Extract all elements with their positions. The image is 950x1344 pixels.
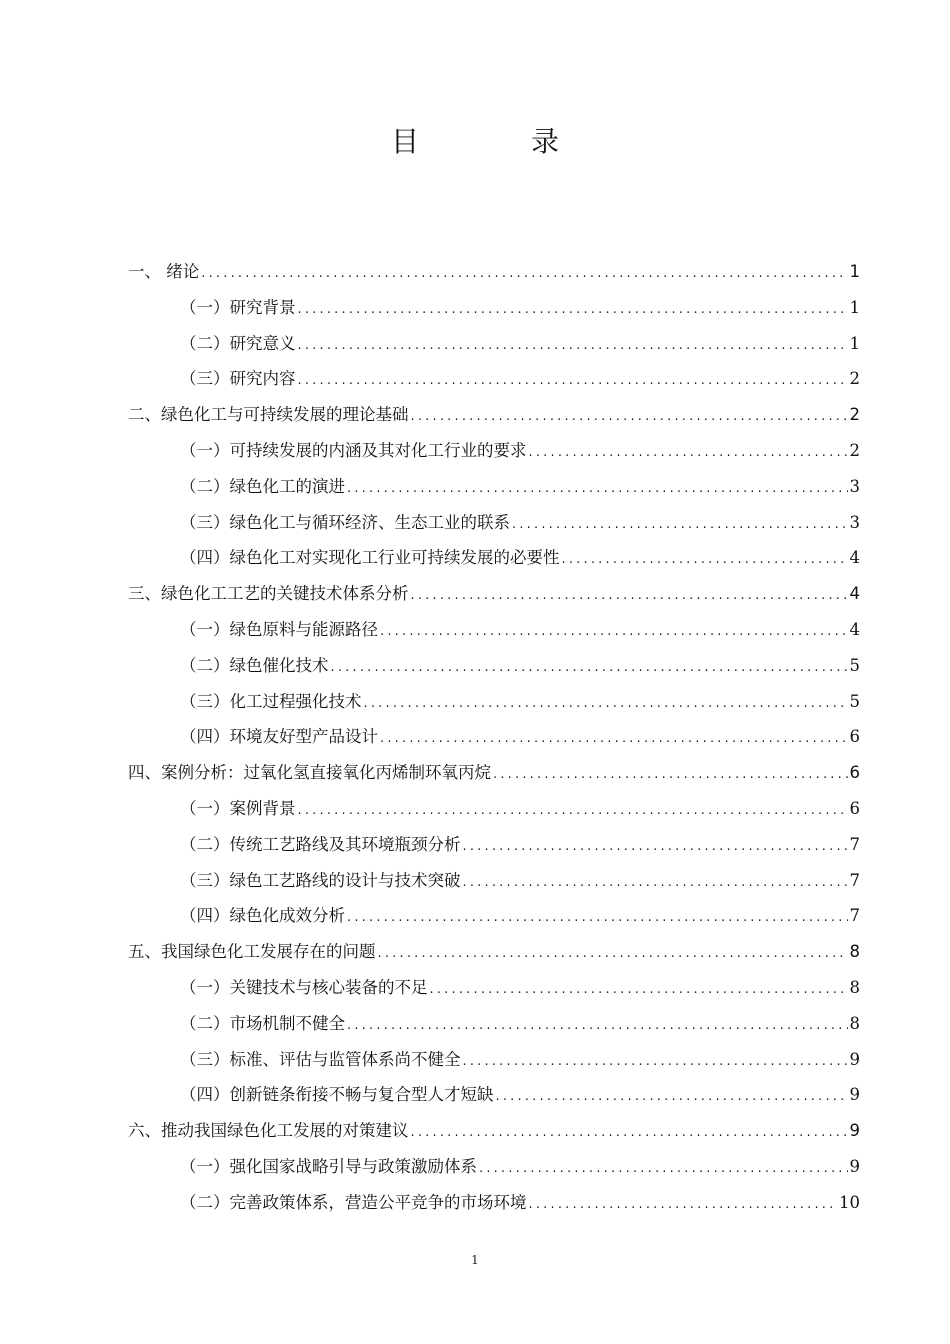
dot-leader xyxy=(347,1008,848,1044)
toc-entry-label: 五、我国绿色化工发展存在的问题 xyxy=(128,942,376,962)
toc-entry-page-number: 7 xyxy=(849,906,860,926)
dot-leader xyxy=(298,363,848,399)
table-of-contents xyxy=(128,254,860,1221)
dot-leader xyxy=(463,1044,848,1080)
toc-entry-page-number: 6 xyxy=(849,798,860,818)
toc-entry-page-number: 1 xyxy=(849,297,860,317)
toc-section-entry[interactable] xyxy=(128,612,860,648)
toc-section-entry[interactable] xyxy=(128,361,860,397)
dot-leader xyxy=(347,471,848,507)
toc-entry-label: （四）创新链条衔接不畅与复合型人才短缺 xyxy=(180,1085,494,1105)
dot-leader xyxy=(411,1115,848,1151)
dot-leader xyxy=(331,650,848,686)
toc-entry-page-number: 2 xyxy=(849,440,860,460)
toc-entry-page-number: 4 xyxy=(849,619,860,639)
toc-section-entry[interactable] xyxy=(128,970,860,1006)
dot-leader xyxy=(479,1151,848,1187)
dot-leader xyxy=(378,936,848,972)
toc-entry-page-number: 9 xyxy=(849,1156,860,1176)
toc-entry-page-number: 8 xyxy=(849,977,860,997)
toc-section-entry[interactable] xyxy=(128,791,860,827)
page-title: 目 录 xyxy=(390,125,601,158)
toc-entry-page-number: 9 xyxy=(849,1121,860,1141)
toc-entry-page-number: 2 xyxy=(849,369,860,389)
toc-section-entry[interactable] xyxy=(128,1042,860,1078)
toc-entry-label: （三）标准、评估与监管体系尚不健全 xyxy=(180,1049,461,1069)
toc-entry-page-number: 3 xyxy=(849,512,860,532)
dot-leader xyxy=(430,972,848,1008)
toc-entry-page-number: 3 xyxy=(849,476,860,496)
dot-leader xyxy=(380,614,848,650)
toc-entry-page-number: 7 xyxy=(849,870,860,890)
toc-chapter-entry[interactable] xyxy=(128,934,860,970)
toc-section-entry[interactable] xyxy=(128,469,860,505)
toc-section-entry[interactable] xyxy=(128,290,860,326)
toc-section-entry[interactable] xyxy=(128,1077,860,1113)
dot-leader xyxy=(463,829,848,865)
toc-entry-label: （一）绿色原料与能源路径 xyxy=(180,619,378,639)
toc-entry-page-number: 1 xyxy=(849,333,860,353)
dot-leader xyxy=(347,900,848,936)
toc-entry-label: 四、案例分析：过氧化氢直接氧化丙烯制环氧丙烷 xyxy=(128,763,491,783)
dot-leader xyxy=(411,399,848,435)
dot-leader xyxy=(201,256,847,292)
toc-section-entry[interactable] xyxy=(128,648,860,684)
dot-leader xyxy=(493,757,848,793)
toc-chapter-entry[interactable] xyxy=(128,755,860,791)
dot-leader xyxy=(411,578,848,614)
dot-leader xyxy=(364,686,848,722)
toc-entry-page-number: 4 xyxy=(849,548,860,568)
dot-leader xyxy=(562,542,848,578)
toc-entry-page-number: 7 xyxy=(849,834,860,854)
toc-entry-label: （二）研究意义 xyxy=(180,333,296,353)
toc-chapter-entry[interactable] xyxy=(128,1113,860,1149)
toc-section-entry[interactable] xyxy=(128,1185,860,1221)
dot-leader xyxy=(529,1187,838,1223)
toc-section-entry[interactable] xyxy=(128,433,860,469)
toc-section-entry[interactable] xyxy=(128,326,860,362)
toc-chapter-entry[interactable] xyxy=(128,397,860,433)
toc-entry-label: （一）强化国家战略引导与政策激励体系 xyxy=(180,1156,477,1176)
toc-section-entry[interactable] xyxy=(128,505,860,541)
toc-entry-label: （四）环境友好型产品设计 xyxy=(180,727,378,747)
toc-entry-label: （一）可持续发展的内涵及其对化工行业的要求 xyxy=(180,440,527,460)
toc-entry-page-number: 6 xyxy=(849,727,860,747)
toc-section-entry[interactable] xyxy=(128,827,860,863)
toc-entry-page-number: 8 xyxy=(849,942,860,962)
toc-entry-label: （四）绿色化成效分析 xyxy=(180,906,345,926)
toc-entry-label: （三）绿色工艺路线的设计与技术突破 xyxy=(180,870,461,890)
toc-chapter-entry[interactable] xyxy=(128,254,860,290)
toc-entry-label: （二）绿色化工的演进 xyxy=(180,476,345,496)
toc-entry-page-number: 4 xyxy=(849,584,860,604)
toc-section-entry[interactable] xyxy=(128,1149,860,1185)
toc-section-entry[interactable] xyxy=(128,540,860,576)
page-number: 1 xyxy=(471,1253,479,1267)
toc-entry-label: （三）化工过程强化技术 xyxy=(180,691,362,711)
toc-entry-label: （二）传统工艺路线及其环境瓶颈分析 xyxy=(180,834,461,854)
toc-entry-label: （一）研究背景 xyxy=(180,297,296,317)
dot-leader xyxy=(512,507,848,543)
toc-entry-label: （二）绿色催化技术 xyxy=(180,655,329,675)
toc-section-entry[interactable] xyxy=(128,863,860,899)
toc-section-entry[interactable] xyxy=(128,684,860,720)
dot-leader xyxy=(529,435,848,471)
toc-chapter-entry[interactable] xyxy=(128,576,860,612)
toc-entry-page-number: 5 xyxy=(849,691,860,711)
toc-entry-page-number: 8 xyxy=(849,1013,860,1033)
dot-leader xyxy=(380,721,848,757)
toc-entry-label: （三）绿色化工与循环经济、生态工业的联系 xyxy=(180,512,510,532)
toc-entry-page-number: 6 xyxy=(849,763,860,783)
toc-entry-label: （一）案例背景 xyxy=(180,798,296,818)
toc-entry-page-number: 1 xyxy=(849,262,860,281)
toc-entry-label: （三）研究内容 xyxy=(180,369,296,389)
dot-leader xyxy=(298,328,848,364)
toc-entry-label: （二）市场机制不健全 xyxy=(180,1013,345,1033)
toc-entry-label: （二）完善政策体系，营造公平竞争的市场环境 xyxy=(180,1192,527,1212)
toc-entry-label: 一、 绪论 xyxy=(128,262,200,281)
toc-entry-label: 三、绿色化工工艺的关键技术体系分析 xyxy=(128,584,409,604)
toc-entry-page-number: 9 xyxy=(849,1085,860,1105)
toc-entry-label: 六、推动我国绿色化工发展的对策建议 xyxy=(128,1121,409,1141)
toc-section-entry[interactable] xyxy=(128,1006,860,1042)
toc-section-entry[interactable] xyxy=(128,719,860,755)
dot-leader xyxy=(463,865,848,901)
dot-leader xyxy=(496,1079,848,1115)
dot-leader xyxy=(298,793,848,829)
toc-section-entry[interactable] xyxy=(128,898,860,934)
toc-entry-label: 二、绿色化工与可持续发展的理论基础 xyxy=(128,405,409,425)
toc-entry-page-number: 9 xyxy=(849,1049,860,1069)
toc-entry-label: （四）绿色化工对实现化工行业可持续发展的必要性 xyxy=(180,548,560,568)
toc-entry-page-number: 5 xyxy=(849,655,860,675)
toc-entry-label: （一）关键技术与核心装备的不足 xyxy=(180,977,428,997)
toc-entry-page-number: 10 xyxy=(839,1192,860,1212)
toc-entry-page-number: 2 xyxy=(849,405,860,425)
dot-leader xyxy=(298,292,848,328)
